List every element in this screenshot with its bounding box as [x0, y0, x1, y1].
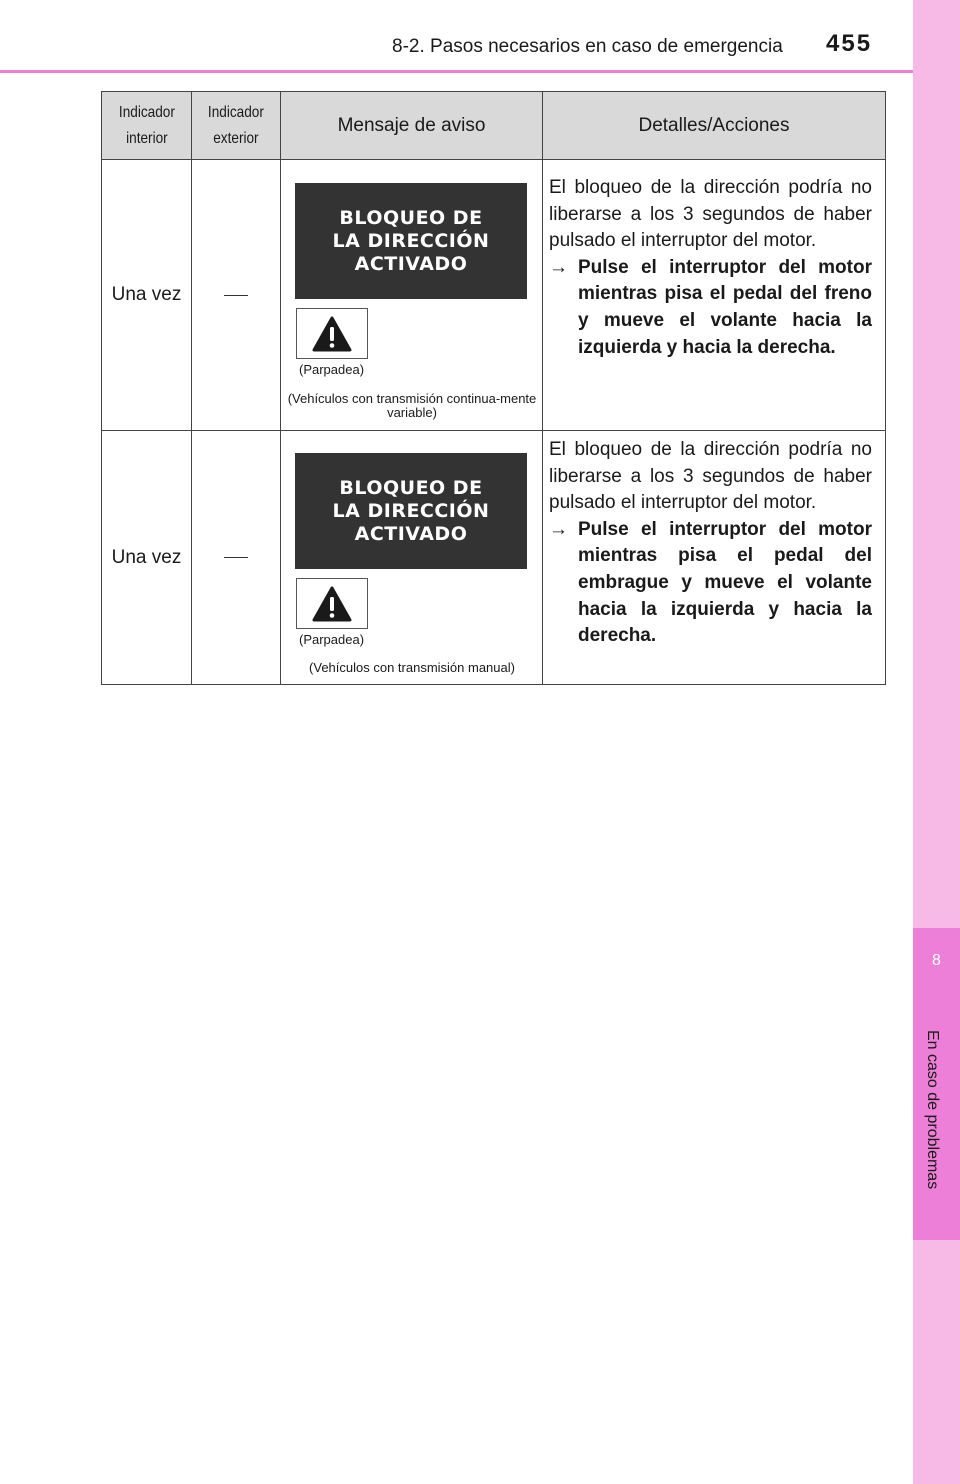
header-rule	[0, 70, 913, 73]
column-header-mensaje: Mensaje de aviso	[281, 92, 543, 159]
message-cell	[281, 431, 543, 684]
inner-indicator-cell: Una vez	[102, 431, 192, 684]
column-header-indicador-exterior	[192, 92, 281, 159]
action-item	[549, 255, 872, 361]
arrow-icon: →	[549, 518, 568, 540]
outer-indicator-cell	[192, 160, 281, 430]
flash-note: (Parpadea)	[299, 632, 365, 647]
details-cell	[543, 431, 885, 684]
header-line: Indicador	[208, 103, 264, 121]
display-line: LA DIRECCIÓN	[332, 499, 490, 522]
detail-paragraph: El bloqueo de la dirección podría no liberarse a los 3 segundos de haber pulsado el interruptor del motor.	[549, 439, 872, 514]
vehicle-caption: (Vehículos con transmisión manual)	[309, 660, 515, 675]
header-line: interior	[125, 129, 168, 147]
arrow-icon: →	[549, 256, 568, 278]
warning-icon	[296, 308, 368, 359]
flash-note: (Parpadea)	[299, 362, 365, 377]
details-text	[549, 175, 872, 361]
display-line: BLOQUEO DE	[339, 206, 483, 229]
header-line: exterior	[213, 129, 259, 147]
table-header-row	[102, 92, 885, 160]
dash-icon	[224, 295, 248, 296]
vehicle-caption: (Vehículos con transmisión continua-mente variable)	[287, 391, 537, 420]
steering-lock-display	[295, 453, 527, 569]
table-row	[102, 160, 885, 431]
display-line: LA DIRECCIÓN	[332, 229, 490, 252]
inner-indicator-cell: Una vez	[102, 160, 192, 430]
column-header-indicador-interior	[102, 92, 192, 159]
action-text: Pulse el interruptor del motor mientras pisa el pedal del embrague y mueve el volante hacia la izquierda y hacia la derecha.	[578, 518, 872, 647]
page-number: 455	[826, 30, 873, 57]
outer-indicator-cell	[192, 431, 281, 684]
display-line: ACTIVADO	[354, 252, 468, 275]
table-row	[102, 431, 885, 684]
action-item	[549, 517, 872, 650]
dash-icon	[224, 557, 248, 558]
column-header-detalles: Detalles/Acciones	[638, 114, 790, 136]
section-title: 8-2. Pasos necesarios en caso de emergencia	[392, 36, 783, 57]
side-tab	[913, 0, 960, 1484]
header-line: Indicador	[118, 103, 175, 121]
details-cell	[543, 160, 885, 430]
display-line: BLOQUEO DE	[339, 476, 483, 499]
action-text: Pulse el interruptor del motor mientras pisa el pedal del freno y mueve el volante hacia la izquierda y hacia la derecha.	[578, 256, 872, 358]
chapter-number: 8	[932, 952, 941, 969]
warning-icon	[296, 578, 368, 629]
warning-table	[101, 91, 886, 685]
message-cell	[281, 160, 543, 430]
details-text	[549, 437, 872, 650]
detail-paragraph: El bloqueo de la dirección podría no liberarse a los 3 segundos de haber pulsado el interruptor del motor.	[549, 177, 872, 252]
steering-lock-display	[295, 183, 527, 299]
display-line: ACTIVADO	[354, 522, 468, 545]
chapter-title: En caso de problemas	[924, 1030, 941, 1190]
